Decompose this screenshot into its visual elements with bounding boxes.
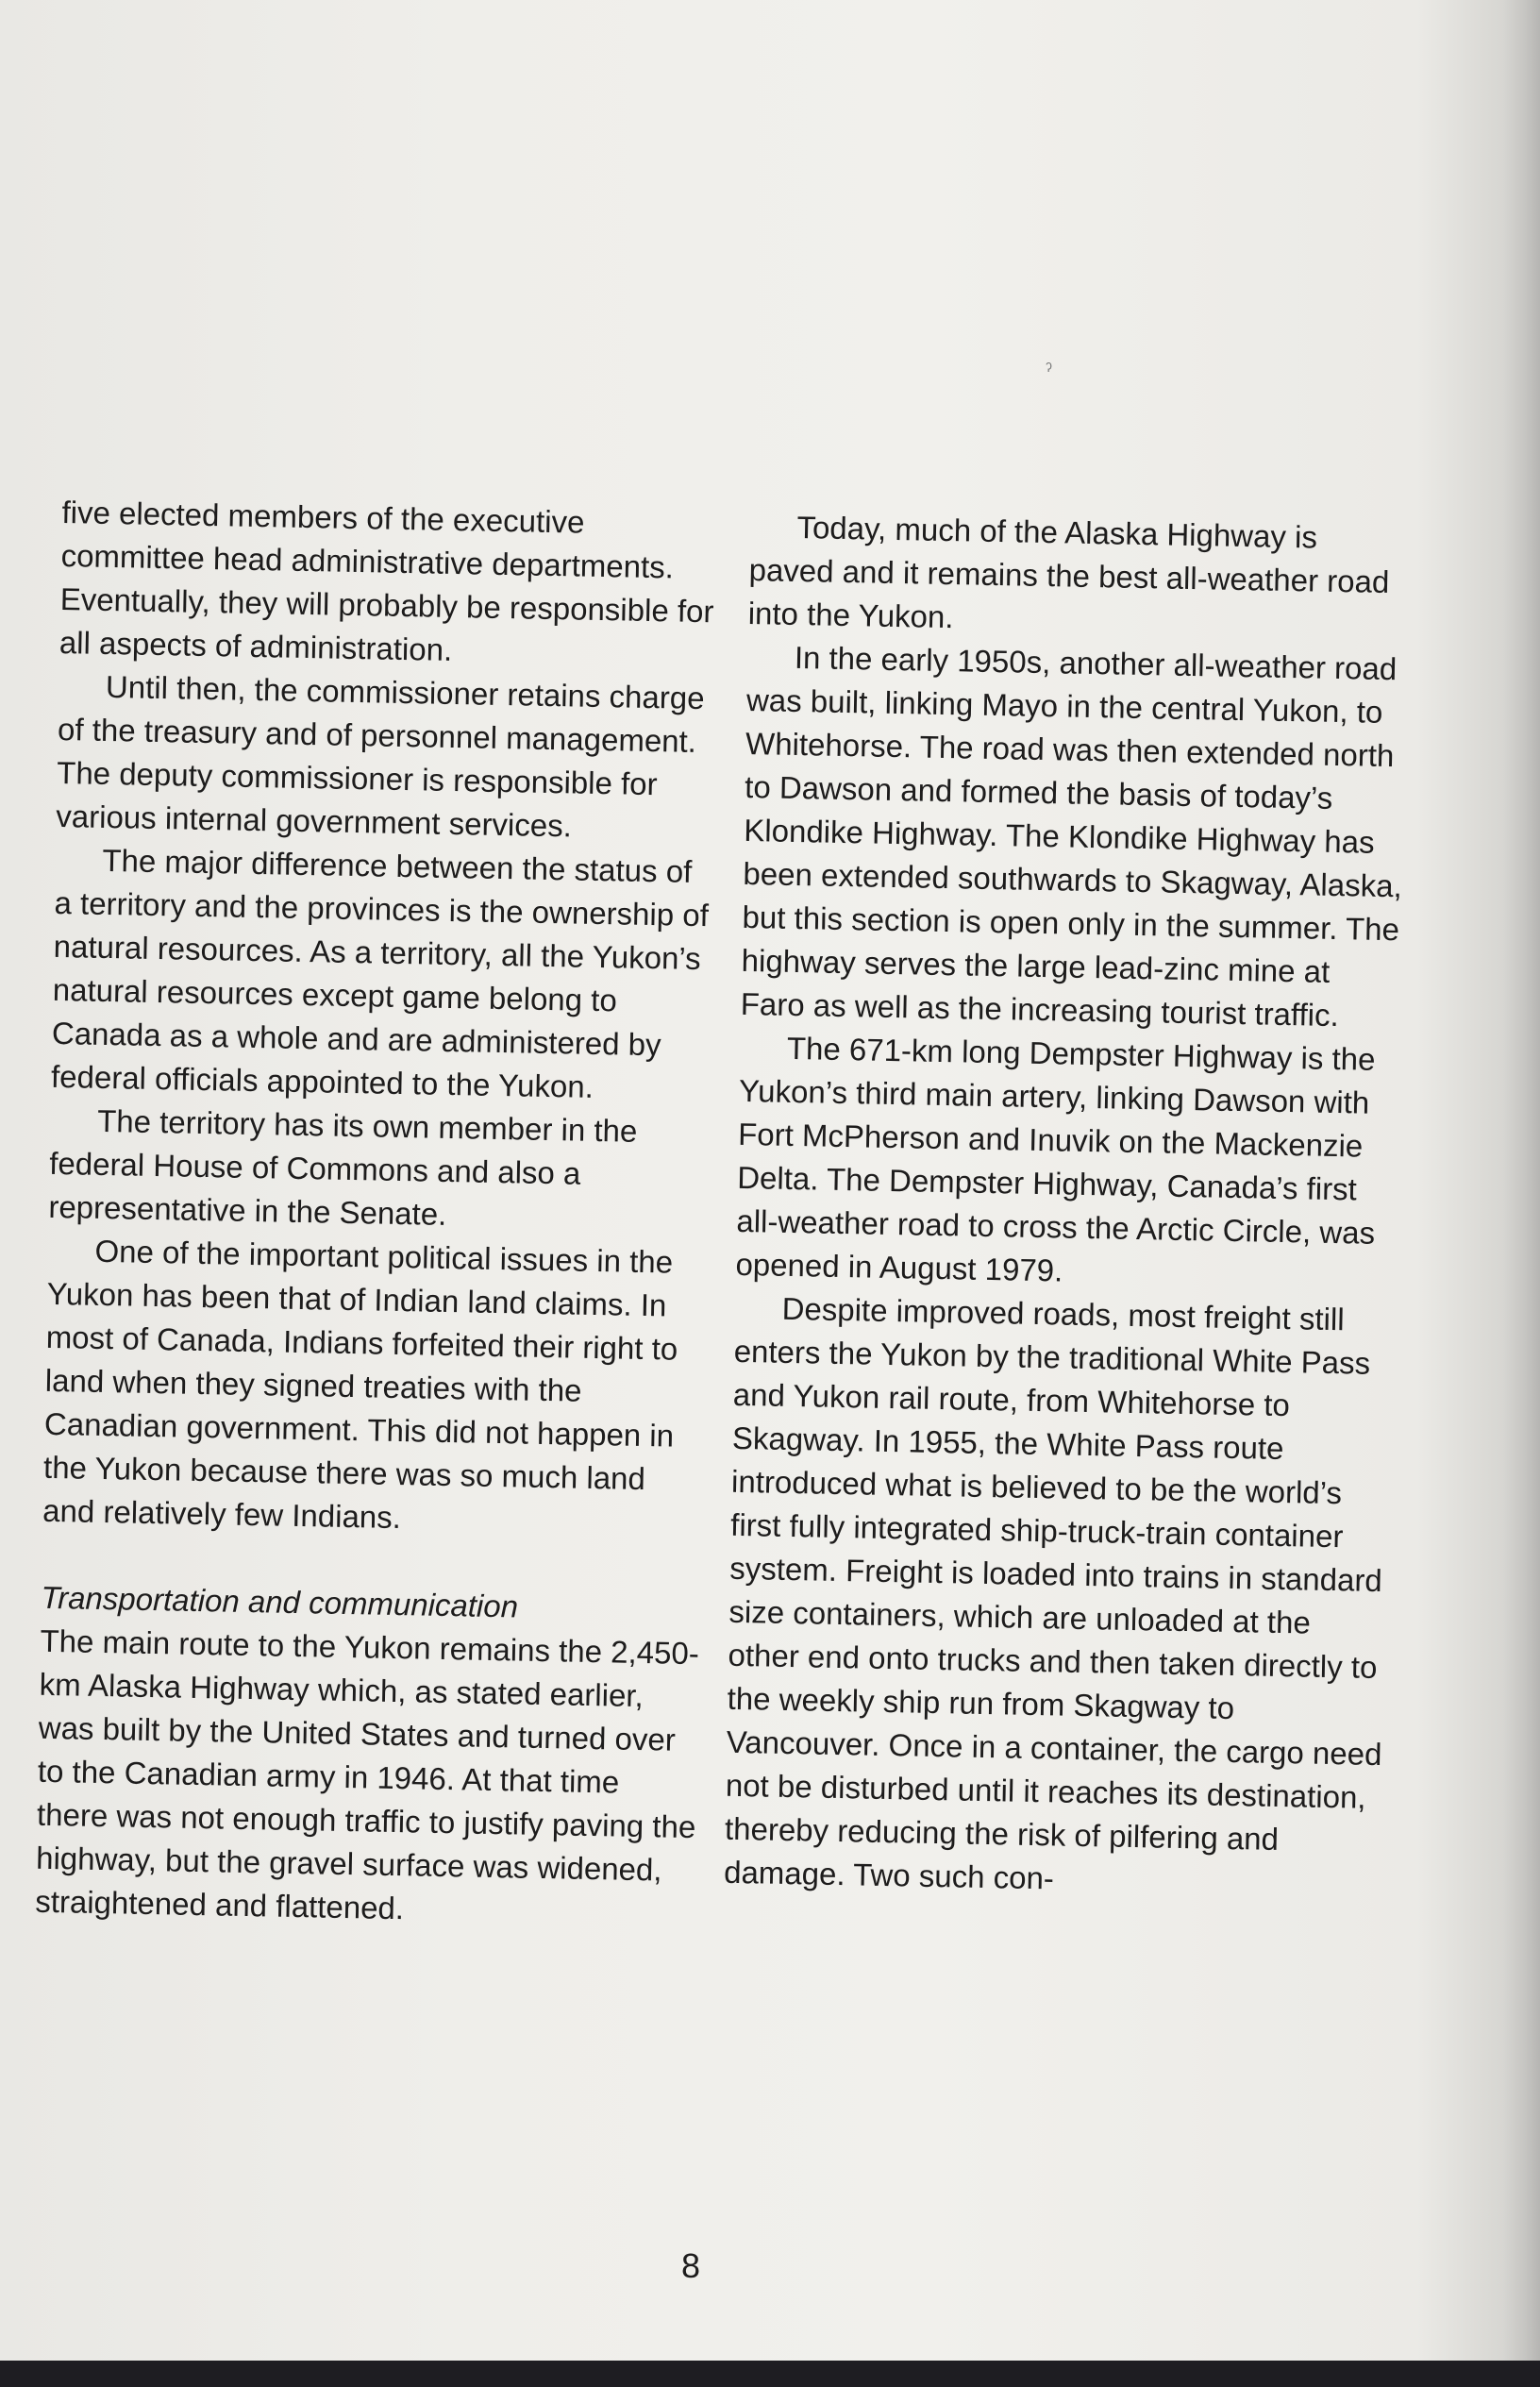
paper-speck: ˀ [1046, 361, 1052, 381]
left-paragraph-2: Until then, the commissioner retains charge of the treasury and of personnel management. The deputy commissioner is responsible for various internal government services. [56, 668, 705, 844]
right-paragraph-4: Despite improved roads, most freight still enters the Yukon by the traditional White Pass and Yukon rail route, from Whitehorse to Skagway. In 1955, the White Pass route introduced what is believed to be the world’s first fully integrated ship-truck-train container system. Freight is loaded into trains in standard size containers, which are unloaded at the other end onto trucks and then taken directly to the weekly ship run from Skagway to Vancouver. Once in a container, the cargo need not be disturbed until it reaches its destination, thereby reducing the risk of pilfering and damage. Two such con- [723, 1290, 1383, 1896]
right-paragraph-3: The 671-km long Dempster Highway is the Yukon’s third main artery, linking Dawson with Fort McPherson and Inuvik on the Mackenzie Delta. The Dempster Highway, Canada’s first all-weather road to cross the Arctic Circle, was opened in August 1979. [735, 1030, 1376, 1288]
left-paragraph-5: One of the important political issues in the Yukon has been that of Indian land claims. In most of Canada, Indians forfeited their right to land when they signed treaties with the Canadian government. This did not happen in the Yukon because there was so much land and relatively few Indians. [42, 1233, 678, 1536]
section-heading: Transportation and communication [41, 1579, 519, 1624]
right-paragraph-2: In the early 1950s, another all-weather road was built, linking Mayo in the central Yukon, to Whitehorse. The road was then extended north to Dawson and formed the basis of today’s Klondike Highway. The Klondike Highway has been extended southwards to Skagway, Alaska, but this section is open only in the summer. The highway serves the large lead-zinc mine at Faro as well as the increasing tourist traffic. [740, 639, 1403, 1034]
scan-bottom-border [0, 2361, 1540, 2387]
left-paragraph-4: The territory has its own member in the federal House of Commons and also a representative in the Senate. [48, 1102, 638, 1232]
page-number: 8 [681, 2246, 701, 2285]
right-column [724, 505, 1411, 1907]
left-paragraph-1: five elected members of the executive committee head administrative departments. Eventually, they will probably be responsible for all aspects of administration. [59, 494, 714, 667]
page-edge-shadow [1502, 0, 1540, 2361]
left-column [35, 491, 723, 1936]
left-paragraph-6: The main route to the Yukon remains the 2,450-km Alaska Highway which, as stated earlier, was built by the United States and turned over to the Canadian army in 1946. At that time there was not enough traffic to justify paving the highway, but the gravel surface was widened, straightened and flattened. [34, 1622, 700, 1926]
right-paragraph-1: Today, much of the Alaska Highway is paved and it remains the best all-weather road into the Yukon. [747, 509, 1390, 635]
left-paragraph-3: The major difference between the status of a territory and the provinces is the ownership of natural resources. As a territory, all the Yukon’s natural resources except game belong to Canada as a whole and are administered by federal officials appointed to the Yukon. [50, 842, 710, 1104]
